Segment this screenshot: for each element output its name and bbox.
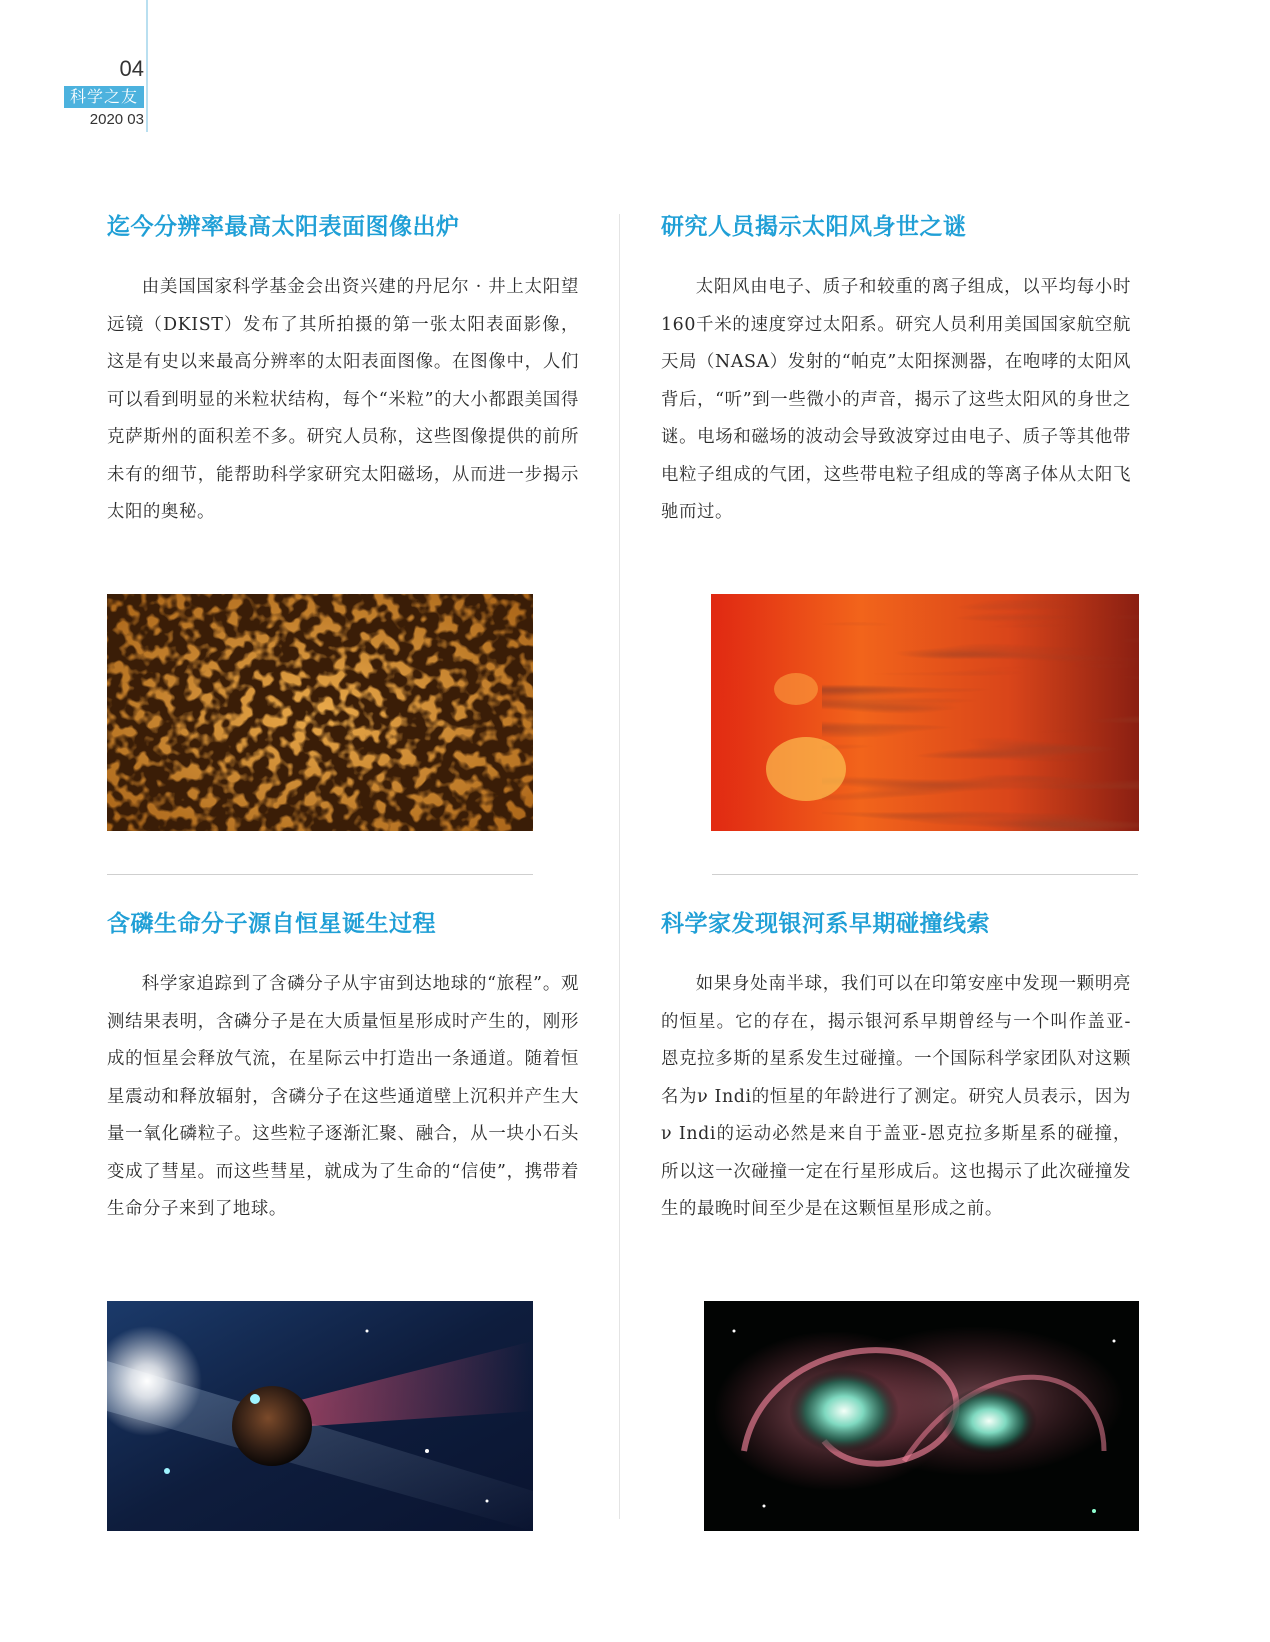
colliding-galaxies-photo bbox=[704, 1301, 1139, 1531]
article-body: 由美国国家科学基金会出资兴建的丹尼尔 · 井上太阳望远镜（DKIST）发布了其所拍摄的第一张太阳表面影像，这是有史以来最高分辨率的太阳表面图像。在图像中，人们可以看到明显的米粒状结构，每个“米粒”的大小都跟美国得克萨斯州的面积差不多。研究人员称，这些图像提供的前所未有的细节，能帮助科学家研究太阳磁场，从而进一步揭示太阳的奥秘。 bbox=[107, 277, 579, 522]
solar-wind-photo bbox=[711, 594, 1139, 831]
article-phosphorus-molecules bbox=[107, 908, 579, 1229]
article-body: 如果身处南半球，我们可以在印第安座中发现一颗明亮的恒星。它的存在，揭示银河系早期曾经与一个叫作盖亚-恩克拉多斯的星系发生过碰撞。一个国际科学家团队对这颗名为ν Indi的恒星的年龄进行了测定。研究人员表示，因为ν Indi的运动必然是来自于盖亚-恩克拉多斯星系的碰撞，所以这一次碰撞一定在行星形成后。这也揭示了此次碰撞发生的最晚时间至少是在这颗恒星形成之前。 bbox=[661, 974, 1131, 1219]
article-body: 科学家追踪到了含磷分子从宇宙到达地球的“旅程”。观测结果表明，含磷分子是在大质量恒星形成时产生的，刚形成的恒星会释放气流，在星际云中打造出一条通道。随着恒星震动和释放辐射，含磷分子在这些通道壁上沉积并产生大量一氧化磷粒子。这些粒子逐渐汇聚、融合，从一块小石头变成了彗星。而这些彗星，就成为了生命的“信使”，携带着生命分子来到了地球。 bbox=[107, 974, 579, 1219]
section-separator bbox=[107, 874, 533, 875]
article-body: 太阳风由电子、质子和较重的离子组成，以平均每小时160千米的速度穿过太阳系。研究人员利用美国国家航空航天局（NASA）发射的“帕克”太阳探测器，在咆哮的太阳风背后，“听”到一些微小的声音，揭示了这些太阳风的身世之谜。电场和磁场的波动会导致波穿过由电子、质子等其他带电粒子组成的气团，这些带电粒子组成的等离子体从太阳飞驰而过。 bbox=[661, 277, 1131, 522]
header-rule bbox=[146, 0, 148, 132]
article-title: 科学家发现银河系早期碰撞线索 bbox=[661, 911, 990, 937]
article-title: 迄今分辨率最高太阳表面图像出炉 bbox=[107, 214, 460, 240]
magazine-name-badge: 科学之友 bbox=[64, 86, 144, 108]
comet-planet-illustration bbox=[107, 1301, 533, 1531]
solar-granulation-photo bbox=[107, 594, 533, 831]
section-separator bbox=[712, 874, 1138, 875]
article-solar-wind bbox=[661, 211, 1133, 532]
column-divider bbox=[619, 214, 620, 1519]
article-galaxy-collision bbox=[661, 908, 1133, 1229]
page-number: 04 bbox=[119, 56, 144, 81]
issue-date: 2020 03 bbox=[89, 111, 144, 128]
article-title: 研究人员揭示太阳风身世之谜 bbox=[661, 214, 967, 240]
article-solar-surface bbox=[107, 211, 579, 532]
article-title: 含磷生命分子源自恒星诞生过程 bbox=[107, 911, 436, 937]
